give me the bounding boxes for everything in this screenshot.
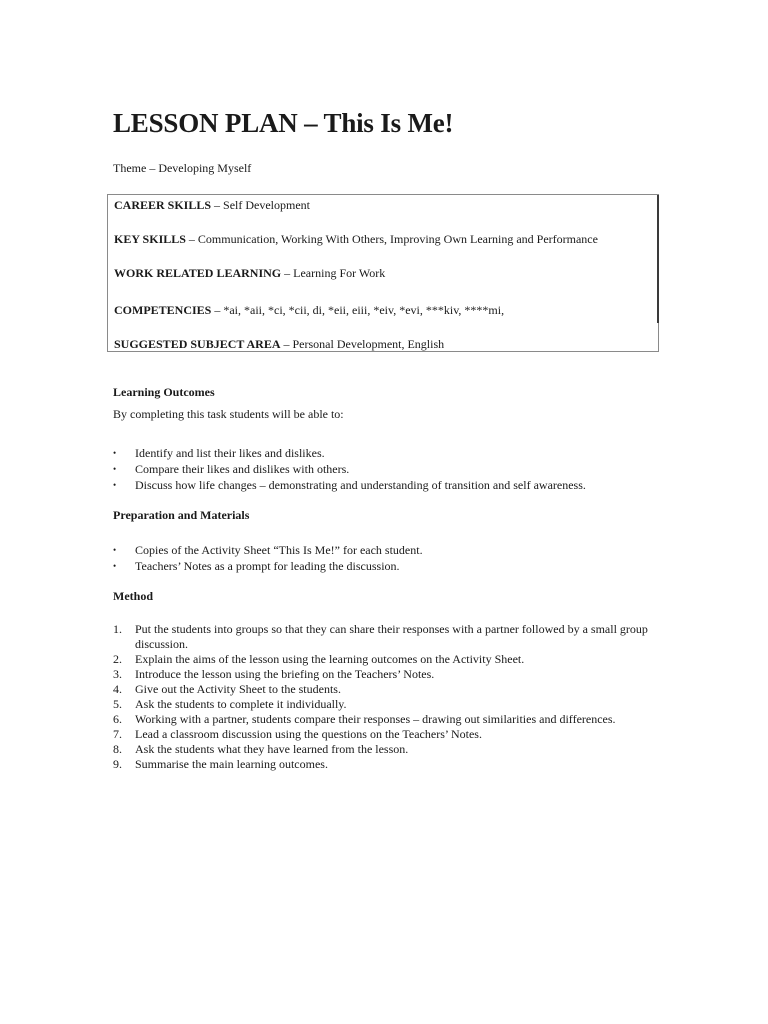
method-list <box>113 622 655 772</box>
method-heading: Method <box>113 589 153 603</box>
learning-outcomes-intro: By completing this task students will be able to: <box>113 407 344 421</box>
list-item: 2. Explain the aims of the lesson using the learning outcomes on the Activity Sheet. <box>113 652 525 666</box>
career-skills-label: CAREER SKILLS <box>114 198 212 212</box>
list-item: 6. Working with a partner, students compare their responses – drawing out similarities and differences. <box>113 712 616 726</box>
key-skills-row <box>114 232 598 247</box>
key-skills-text: – Communication, Working With Others, Improving Own Learning and Performance <box>185 232 598 246</box>
bullet-icon: • <box>113 545 117 555</box>
key-skills-label: KEY SKILLS <box>114 232 186 246</box>
work-related-learning-row <box>114 266 385 281</box>
theme-line: Theme – Developing Myself <box>113 161 252 175</box>
subject-area-label: SUGGESTED SUBJECT AREA <box>114 337 281 351</box>
list-item: 3. Introduce the lesson using the briefing on the Teachers’ Notes. <box>113 667 435 681</box>
preparation-heading: Preparation and Materials <box>113 508 250 522</box>
work-related-learning-label: WORK RELATED LEARNING <box>114 266 282 280</box>
list-item: 9. Summarise the main learning outcomes. <box>113 757 328 771</box>
career-skills-row <box>114 198 310 213</box>
bullet-icon: • <box>113 480 117 490</box>
list-item: 1. Put the students into groups so that they can share their responses with a partner followed by a small group discussion. <box>113 622 648 651</box>
bullet-icon: • <box>113 448 117 458</box>
document-page: LESSON PLAN – This Is Me! Theme – Developing Myself CAREER SKILLS – Self Development KEY SKILLS – Communication, Working With Others, Improving Own Learning and Performance WORK RELATED LEARNING – Learning For Work COMPETENCIES – *ai, *aii, *ci, *cii, di, *eii, eiii, *eiv, *evi, ***kiv, ****mi, SUGGESTED SUBJECT AREA – Personal Development, English Learning Outcomes By completing this task students will be able to: • Identify and list their likes and dislikes. • Compare their likes and dislikes with others. • Discuss how life changes – demonstrating and understanding of transition and self awareness. Preparation and Materials • Copies of the Activity Sheet “This Is Me!” for each student. • Teachers’ Notes as a prompt for leading the discussion. Method 1. Put the students into groups so that they can share their responses with a partner followed by a small group discussion. 2. Explain the aims of the lesson using the learning outcomes on the Activity Sheet. 3. Introduce the lesson using the briefing on the Teachers’ Notes. 4. Give out the Activity Sheet to the students. 5. Ask the students to complete it individually. 6. Working with a partner, students compare their responses – drawing out similarities and differences. 7. Lead a classroom discussion using the questions on the Teachers’ Notes. 8. Ask the students what they have learned from the lesson. 9. Summarise the main learning outcomes. <box>0 0 768 1024</box>
career-skills-text: – Self Development <box>211 198 311 212</box>
bullet-icon: • <box>113 561 117 571</box>
work-related-learning-text: – Learning For Work <box>281 266 386 280</box>
list-item: 8. Ask the students what they have learned from the lesson. <box>113 742 409 756</box>
bullet-icon: • <box>113 464 117 474</box>
box-right-rule <box>657 195 659 323</box>
list-item: 7. Lead a classroom discussion using the questions on the Teachers’ Notes. <box>113 727 482 741</box>
skills-box <box>107 194 659 352</box>
competencies-text: – *ai, *aii, *ci, *cii, di, *eii, eiii, *eiv, *evi, ***kiv, ****mi, <box>211 303 505 317</box>
subject-area-row <box>114 337 444 352</box>
competencies-row <box>114 303 504 318</box>
list-item: 5. Ask the students to complete it individually. <box>113 697 347 711</box>
learning-outcomes-heading: Learning Outcomes <box>113 385 215 399</box>
subject-area-text: – Personal Development, English <box>280 337 445 351</box>
competencies-label: COMPETENCIES <box>114 303 212 317</box>
page-title: LESSON PLAN – This Is Me! <box>113 108 454 138</box>
list-item: 4. Give out the Activity Sheet to the students. <box>113 682 341 696</box>
